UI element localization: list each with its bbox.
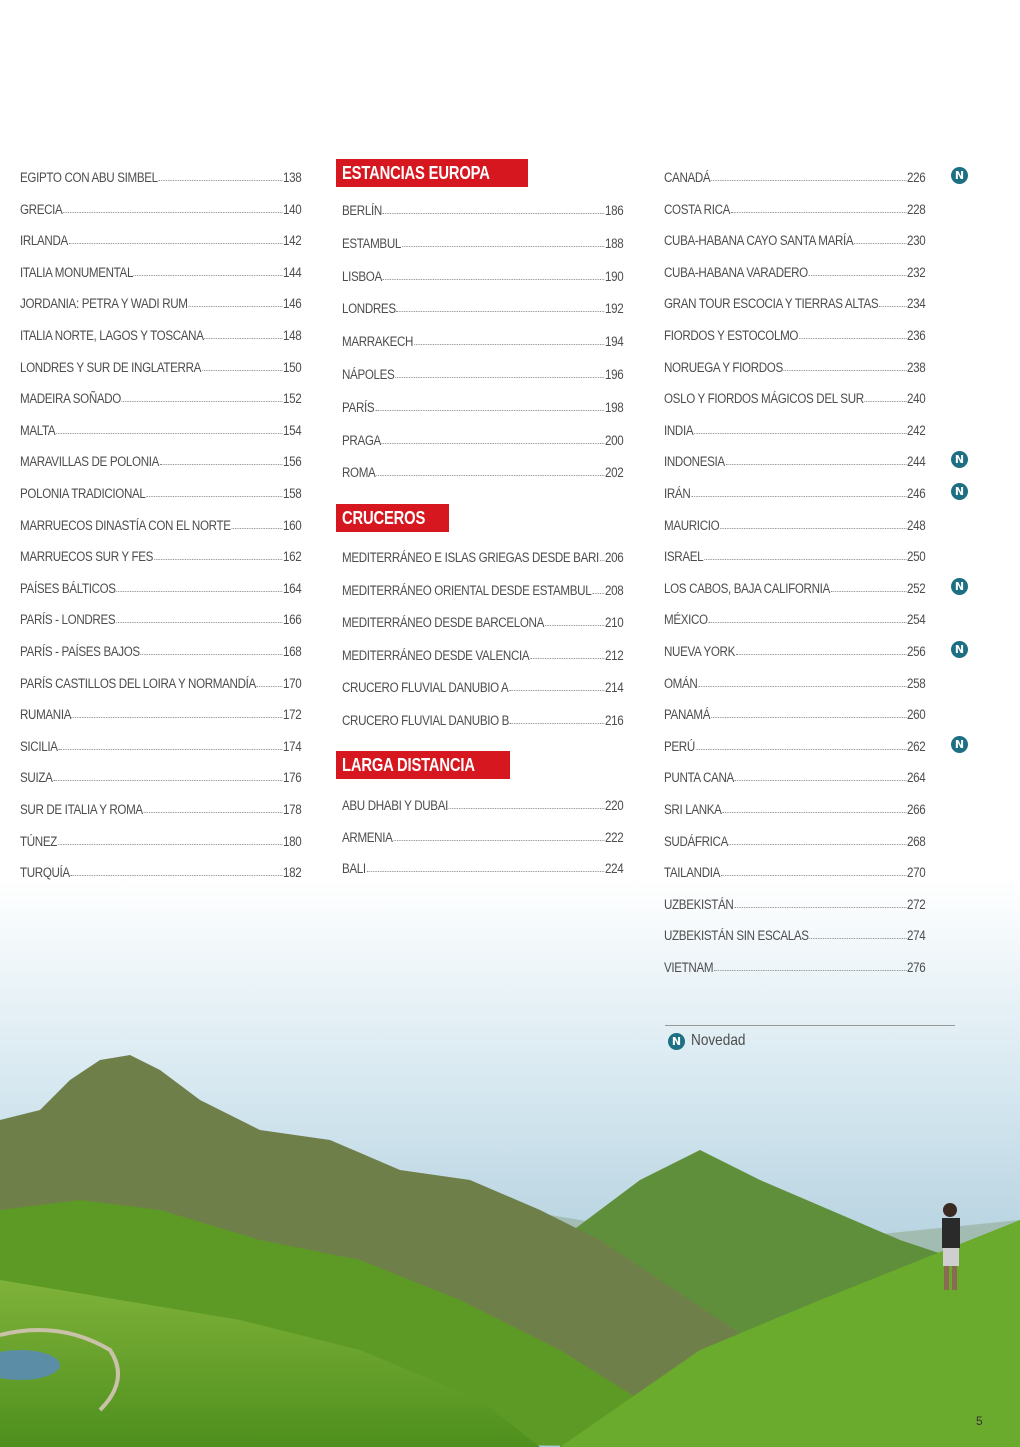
toc-entry <box>342 578 623 598</box>
toc-entry-page: 138 <box>282 170 302 185</box>
toc-entry-page: 244 <box>907 454 926 470</box>
toc-entry-name: FIORDOS Y ESTOCOLMO <box>664 328 799 343</box>
toc-entry-name: SRI LANKA <box>664 802 722 817</box>
toc-entry-page: 206 <box>604 550 624 565</box>
toc-entry <box>664 607 925 627</box>
toc-entry-name: TURQUÍA <box>20 865 70 881</box>
toc-entry <box>20 323 301 343</box>
toc-entry <box>20 765 301 785</box>
toc-entry-page: 238 <box>907 359 926 375</box>
toc-entry-name: MEDITERRÁNEO ORIENTAL DESDE ESTAMBUL <box>342 582 592 598</box>
dot-leader <box>134 275 282 276</box>
toc-entry-name: IRÁN <box>664 486 691 501</box>
dot-leader <box>698 686 906 687</box>
toc-entry-name: MARRUECOS SUR Y FES <box>20 549 154 565</box>
toc-entry <box>342 675 623 695</box>
toc-entry <box>342 643 623 663</box>
toc-entry <box>664 355 925 375</box>
toc-entry <box>664 797 925 817</box>
toc-entry <box>664 197 925 217</box>
toc-entry-name: EGIPTO CON ABU SIMBEL <box>20 170 158 185</box>
toc-entry-page: 200 <box>604 432 624 448</box>
dot-leader <box>116 622 282 623</box>
dot-leader <box>736 654 906 655</box>
toc-entry-name: BERLÍN <box>342 203 382 218</box>
dot-leader <box>592 593 604 594</box>
toc-entry <box>342 460 623 480</box>
toc-entry-name: SUR DE ITALIA Y ROMA <box>20 802 143 817</box>
toc-entry-name: GRECIA <box>20 201 63 217</box>
dot-leader <box>204 338 282 339</box>
toc-entry-page: 208 <box>604 582 624 598</box>
toc-entry-page: 140 <box>282 201 302 217</box>
toc-entry-name: NÁPOLES <box>342 367 395 382</box>
toc-entry-page: 148 <box>282 328 302 343</box>
toc-entry-name: MEDITERRÁNEO E ISLAS GRIEGAS DESDE BARI <box>342 550 599 565</box>
toc-entry-page: 270 <box>907 865 926 881</box>
toc-entry <box>664 576 925 596</box>
toc-entry-name: LONDRES Y SUR DE INGLATERRA <box>20 359 202 375</box>
toc-entry <box>20 702 301 722</box>
toc-entry-page: 226 <box>907 170 926 185</box>
dot-leader <box>509 690 604 691</box>
toc-entry-name: CUBA-HABANA VARADERO <box>664 264 808 280</box>
toc-entry <box>342 545 623 565</box>
toc-entry-page: 214 <box>604 680 624 695</box>
toc-entry-page: 268 <box>907 833 926 849</box>
toc-entry-page: 228 <box>907 201 926 217</box>
toc-entry-name: ABU DHABI Y DUBAI <box>342 798 448 813</box>
toc-entry-page: 272 <box>907 896 926 912</box>
toc-entry <box>664 829 925 849</box>
toc-entry <box>20 513 301 533</box>
toc-entry <box>664 386 925 406</box>
dot-leader <box>691 496 906 497</box>
new-badge-icon: N <box>951 641 968 658</box>
toc-entry-page: 146 <box>282 296 302 312</box>
toc-entry-name: TÚNEZ <box>20 833 57 849</box>
toc-entry-page: 186 <box>604 203 624 218</box>
toc-entry <box>20 355 301 375</box>
toc-entry-page: 230 <box>907 233 926 249</box>
legend-divider <box>665 1025 955 1026</box>
toc-entry-name: MADEIRA SOÑADO <box>20 391 121 407</box>
toc-entry-name: SUIZA <box>20 770 53 786</box>
dot-leader <box>729 844 906 845</box>
toc-entry-page: 144 <box>282 264 302 280</box>
dot-leader <box>735 780 906 781</box>
toc-entry <box>20 165 301 185</box>
toc-entry <box>20 639 301 659</box>
toc-entry-name: PARÍS - LONDRES <box>20 612 116 628</box>
toc-entry-name: ESTAMBUL <box>342 235 401 251</box>
toc-entry-name: POLONIA TRADICIONAL <box>20 486 146 501</box>
new-badge-icon: N <box>668 1033 685 1050</box>
new-badge-icon: N <box>951 483 968 500</box>
toc-entry-name: LISBOA <box>342 268 382 284</box>
toc-entry-page: 202 <box>604 465 624 481</box>
toc-entry-page: 242 <box>907 422 926 438</box>
dot-leader <box>58 749 282 750</box>
toc-entry <box>664 671 925 691</box>
dot-leader <box>731 212 906 213</box>
toc-entry-name: OMÁN <box>664 675 698 691</box>
toc-entry-page: 220 <box>604 798 624 813</box>
dot-leader <box>799 338 906 339</box>
toc-entry-page: 190 <box>604 268 624 284</box>
toc-entry <box>342 856 623 876</box>
toc-entry-page: 250 <box>907 549 926 565</box>
toc-entry-page: 164 <box>282 580 302 596</box>
dot-leader <box>202 370 282 371</box>
toc-entry-name: SICILIA <box>20 738 58 754</box>
toc-entry-page: 248 <box>907 517 926 533</box>
toc-entry-page: 198 <box>604 399 624 415</box>
toc-entry <box>664 323 925 343</box>
toc-entry-page: 174 <box>282 738 302 754</box>
toc-entry-name: MARRAKECH <box>342 334 414 350</box>
toc-entry-name: COSTA RICA <box>664 201 731 217</box>
dot-leader <box>69 243 282 244</box>
toc-entry-name: LOS CABOS, BAJA CALIFORNIA <box>664 580 830 596</box>
dot-leader <box>714 970 906 971</box>
legend-label: Novedad <box>691 1032 746 1049</box>
toc-entry-page: 178 <box>282 802 302 817</box>
dot-leader <box>721 875 906 876</box>
toc-entry <box>664 765 925 785</box>
dot-leader <box>395 377 604 378</box>
toc-entry-name: RUMANIA <box>20 707 72 723</box>
toc-entry <box>664 639 925 659</box>
dot-leader <box>711 180 906 181</box>
dot-leader <box>810 938 907 939</box>
dot-leader <box>397 311 605 312</box>
toc-entry-page: 234 <box>907 296 926 312</box>
toc-entry <box>20 197 301 217</box>
toc-entry <box>20 260 301 280</box>
toc-entry <box>664 892 925 912</box>
toc-entry <box>664 418 925 438</box>
page-number: 5 <box>976 1414 983 1428</box>
toc-entry <box>20 449 301 469</box>
toc-entry-name: TAILANDIA <box>664 865 721 881</box>
dot-leader <box>231 528 282 529</box>
toc-entry <box>664 955 925 975</box>
new-badge-icon: N <box>951 451 968 468</box>
toc-entry-name: BALI <box>342 861 366 876</box>
toc-entry-name: GRAN TOUR ESCOCIA Y TIERRAS ALTAS <box>664 296 879 312</box>
toc-entry-page: 236 <box>907 328 926 343</box>
toc-entry-page: 160 <box>282 517 302 533</box>
dot-leader <box>383 279 604 280</box>
toc-entry-name: INDIA <box>664 422 694 438</box>
toc-entry-page: 172 <box>282 707 302 723</box>
toc-entry <box>20 576 301 596</box>
toc-entry-page: 258 <box>907 675 926 691</box>
toc-entry <box>664 449 925 469</box>
toc-entry-name: PRAGA <box>342 432 381 448</box>
dot-leader <box>530 658 604 659</box>
dot-leader <box>257 686 282 687</box>
toc-entry-page: 180 <box>282 833 302 849</box>
dot-leader <box>382 443 604 444</box>
toc-entry-page: 194 <box>604 334 624 350</box>
toc-entry-page: 232 <box>907 264 926 280</box>
toc-entry <box>20 797 301 817</box>
toc-entry-name: MARRUECOS DINASTÍA CON EL NORTE <box>20 517 231 533</box>
toc-entry-page: 196 <box>604 367 624 382</box>
toc-entry <box>664 734 925 754</box>
dot-leader <box>722 812 906 813</box>
toc-entry <box>20 228 301 248</box>
toc-entry <box>20 860 301 880</box>
toc-entry-name: JORDANIA: PETRA Y WADI RUM <box>20 296 188 312</box>
toc-entry-name: PANAMÁ <box>664 707 711 723</box>
toc-entry-page: 170 <box>282 675 302 691</box>
dot-leader <box>720 528 906 529</box>
dot-leader <box>865 401 907 402</box>
toc-entry <box>664 513 925 533</box>
dot-leader <box>809 275 906 276</box>
toc-entry <box>664 291 925 311</box>
toc-entry-name: ITALIA MONUMENTAL <box>20 264 134 280</box>
dot-leader <box>510 723 604 724</box>
dot-leader <box>704 559 906 560</box>
toc-entry <box>20 671 301 691</box>
toc-entry-name: CANADÁ <box>664 170 711 185</box>
toc-entry <box>20 544 301 564</box>
toc-entry-name: CRUCERO FLUVIAL DANUBIO B <box>342 712 510 728</box>
toc-entry-page: 192 <box>604 301 624 317</box>
toc-entry-page: 216 <box>604 712 624 728</box>
toc-entry-name: UZBEKISTÁN SIN ESCALAS <box>664 928 809 944</box>
toc-entry <box>20 291 301 311</box>
toc-entry-name: PARÍS <box>342 399 375 415</box>
dot-leader <box>414 344 604 345</box>
toc-entry-name: PUNTA CANA <box>664 770 734 786</box>
dot-leader <box>383 213 604 214</box>
section-title-cruceros: CRUCEROS <box>336 504 449 532</box>
dot-leader <box>117 591 283 592</box>
dot-leader <box>879 306 906 307</box>
toc-entry <box>20 481 301 501</box>
toc-entry-name: PAÍSES BÁLTICOS <box>20 580 116 596</box>
toc-entry-page: 212 <box>604 647 624 663</box>
dot-leader <box>694 433 906 434</box>
toc-entry <box>664 544 925 564</box>
toc-entry <box>20 418 301 438</box>
toc-entry-name: MEDITERRÁNEO DESDE VALENCIA <box>342 647 530 663</box>
dot-leader <box>122 401 282 402</box>
toc-entry <box>664 923 925 943</box>
section-title-larga-distancia: LARGA DISTANCIA <box>336 751 510 779</box>
dot-leader <box>402 246 604 247</box>
toc-entry-name: CUBA-HABANA CAYO SANTA MARÍA <box>664 233 854 249</box>
toc-entry <box>342 793 623 813</box>
toc-entry-page: 182 <box>282 865 302 881</box>
dot-leader <box>72 717 282 718</box>
toc-entry-name: IRLANDA <box>20 233 68 249</box>
dot-leader <box>58 844 282 845</box>
dot-leader <box>709 622 907 623</box>
toc-entry <box>342 296 623 316</box>
toc-entry-page: 168 <box>282 644 302 659</box>
toc-entry-name: MAURICIO <box>664 517 720 533</box>
dot-leader <box>188 306 282 307</box>
toc-entry-page: 210 <box>604 615 624 630</box>
dot-leader <box>53 780 282 781</box>
toc-entry <box>342 428 623 448</box>
toc-entry-name: VIETNAM <box>664 960 714 975</box>
toc-entry <box>342 231 623 251</box>
dot-leader <box>545 625 604 626</box>
dot-leader <box>734 907 906 908</box>
toc-entry-page: 254 <box>907 612 926 628</box>
dot-leader <box>393 840 604 841</box>
toc-entry <box>20 386 301 406</box>
dot-leader <box>144 812 282 813</box>
dot-leader <box>71 875 282 876</box>
toc-entry-page: 256 <box>907 644 926 659</box>
toc-entry <box>342 264 623 284</box>
toc-entry-name: UZBEKISTÁN <box>664 896 734 912</box>
toc-entry-page: 150 <box>282 359 302 375</box>
toc-entry-page: 266 <box>907 802 926 817</box>
section-title-estancias-europa: ESTANCIAS EUROPA <box>336 159 528 187</box>
dot-leader <box>726 464 907 465</box>
toc-entry <box>342 329 623 349</box>
toc-entry-name: MALTA <box>20 422 56 438</box>
toc-entry-page: 156 <box>282 454 302 470</box>
toc-entry <box>20 607 301 627</box>
toc-entry-name: INDONESIA <box>664 454 725 470</box>
toc-entry-name: NUEVA YORK <box>664 644 735 659</box>
dot-leader <box>375 410 604 411</box>
dot-leader <box>600 560 604 561</box>
toc-entry <box>20 734 301 754</box>
dot-leader <box>154 559 282 560</box>
toc-entry <box>664 702 925 722</box>
dot-leader <box>696 749 906 750</box>
toc-entry <box>664 165 925 185</box>
dot-leader <box>159 180 283 181</box>
toc-entry-name: ROMA <box>342 465 376 481</box>
dot-leader <box>146 496 282 497</box>
toc-entry <box>342 610 623 630</box>
toc-entry-name: PERÚ <box>664 738 695 754</box>
toc-entry-name: ISRAEL <box>664 549 704 565</box>
toc-entry <box>342 825 623 845</box>
toc-entry-name: PARÍS CASTILLOS DEL LOIRA Y NORMANDÍA <box>20 675 256 691</box>
toc-entry-page: 188 <box>604 235 624 251</box>
toc-entry <box>20 829 301 849</box>
legend <box>668 1032 755 1050</box>
toc-entry <box>664 260 925 280</box>
toc-entry-page: 166 <box>282 612 302 628</box>
toc-entry-page: 222 <box>604 829 624 845</box>
new-badge-icon: N <box>951 167 968 184</box>
dot-leader <box>376 475 604 476</box>
toc-entry-name: MÉXICO <box>664 612 708 628</box>
toc-entry-name: CRUCERO FLUVIAL DANUBIO A <box>342 680 509 695</box>
toc-entry-page: 246 <box>907 486 926 501</box>
toc-entry-name: LONDRES <box>342 301 396 317</box>
toc-entry-name: OSLO Y FIORDOS MÁGICOS DEL SUR <box>664 391 864 407</box>
new-badge-icon: N <box>951 578 968 595</box>
toc-entry-page: 262 <box>907 738 926 754</box>
toc-entry-name: MARAVILLAS DE POLONIA <box>20 454 160 470</box>
toc-entry-name: MEDITERRÁNEO DESDE BARCELONA <box>342 615 544 630</box>
dot-leader <box>831 591 906 592</box>
toc-entry-page: 154 <box>282 422 302 438</box>
dot-leader <box>160 464 282 465</box>
toc-entry-page: 274 <box>907 928 926 944</box>
toc-entry <box>342 362 623 382</box>
toc-entry-name: ITALIA NORTE, LAGOS Y TOSCANA <box>20 328 204 343</box>
toc-entry-page: 176 <box>282 770 302 786</box>
toc-entry-name: ARMENIA <box>342 829 393 845</box>
toc-entry-page: 158 <box>282 486 302 501</box>
toc-entry-page: 252 <box>907 580 926 596</box>
toc-entry-name: PARÍS - PAÍSES BAJOS <box>20 644 140 659</box>
toc-entry-page: 224 <box>604 861 624 876</box>
new-badge-icon: N <box>951 736 968 753</box>
toc-entry-page: 162 <box>282 549 302 565</box>
dot-leader <box>63 212 282 213</box>
toc-entry-page: 276 <box>907 960 926 975</box>
toc-entry-page: 260 <box>907 707 926 723</box>
toc-entry <box>664 860 925 880</box>
dot-leader <box>784 370 906 371</box>
toc-entry-page: 142 <box>282 233 302 249</box>
dot-leader <box>449 808 604 809</box>
dot-leader <box>141 654 282 655</box>
toc-entry-page: 152 <box>282 391 302 407</box>
toc-entry-name: NORUEGA Y FIORDOS <box>664 359 783 375</box>
toc-entry <box>664 481 925 501</box>
toc-entry <box>342 395 623 415</box>
toc-entry <box>342 708 623 728</box>
toc-entry <box>342 198 623 218</box>
dot-leader <box>854 243 906 244</box>
dot-leader <box>367 871 604 872</box>
toc-entry-page: 264 <box>907 770 926 786</box>
toc-entry <box>664 228 925 248</box>
toc-entry-page: 240 <box>907 391 926 407</box>
dot-leader <box>711 717 906 718</box>
toc-entry-name: SUDÁFRICA <box>664 833 729 849</box>
dot-leader <box>56 433 282 434</box>
